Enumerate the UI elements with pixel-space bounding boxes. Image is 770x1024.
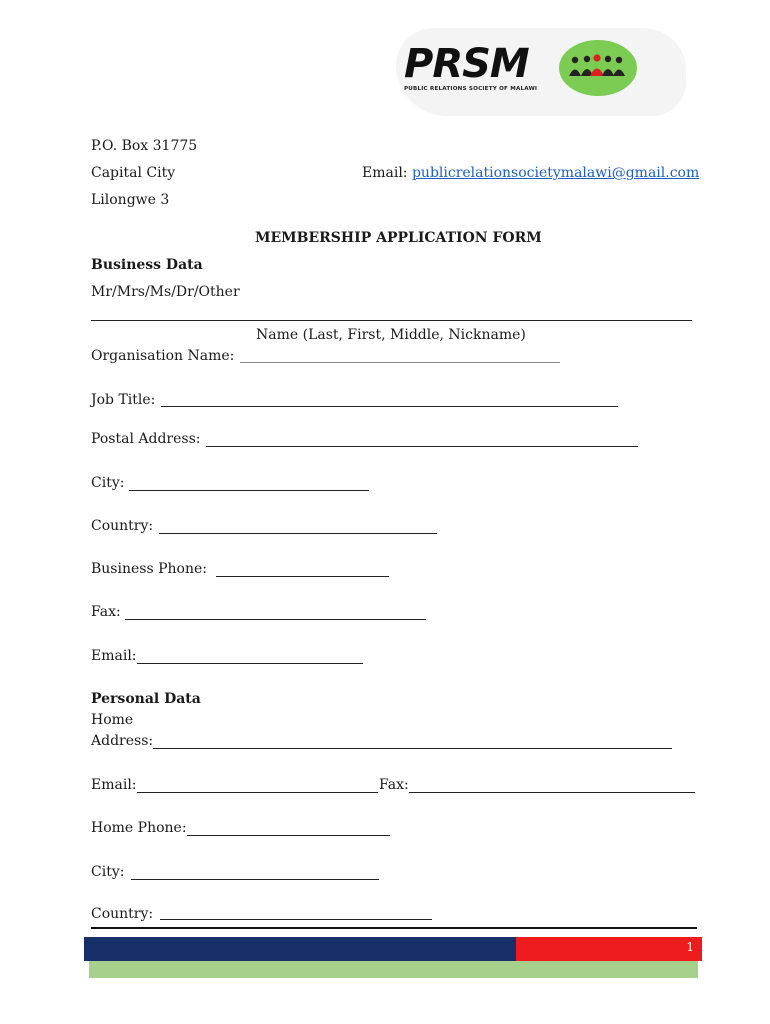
logo-wordmark: PRSM — [404, 41, 529, 87]
footer-red-bar — [516, 937, 702, 961]
home-address-field[interactable] — [153, 748, 672, 749]
business-city-label: City: — [91, 475, 125, 491]
business-phone-label: Business Phone: — [91, 561, 207, 577]
job-title-label: Job Title: — [91, 392, 156, 408]
business-country-label: Country: — [91, 518, 154, 534]
personal-email-label: Email: — [91, 777, 137, 793]
business-fax-field[interactable] — [125, 619, 426, 620]
home-label: Home — [91, 712, 134, 728]
organisation-field[interactable] — [240, 362, 560, 363]
business-country-field[interactable] — [159, 533, 437, 534]
logo-subtitle: PUBLIC RELATIONS SOCIETY OF MALAWI — [404, 86, 538, 92]
contact-email-link[interactable]: publicrelationsocietymalawi@gmail.com — [411, 165, 700, 181]
business-email-field[interactable] — [137, 663, 363, 664]
po-box: P.O. Box 31775 — [91, 138, 198, 154]
job-title-field[interactable] — [161, 406, 618, 407]
personal-country-field[interactable] — [160, 919, 432, 920]
home-phone-label: Home Phone: — [91, 820, 187, 836]
page-number: 1 — [686, 940, 694, 954]
salutation-label: Mr/Mrs/Ms/Dr/Other — [91, 284, 240, 300]
address-region: Lilongwe 3 — [91, 192, 170, 208]
personal-country-label: Country: — [91, 906, 154, 922]
personal-fax-field[interactable] — [409, 792, 695, 793]
home-address-label: Address: — [91, 733, 154, 749]
footer-rule — [91, 927, 697, 929]
home-phone-field[interactable] — [187, 835, 390, 836]
footer-blue-bar — [84, 937, 516, 961]
personal-email-field[interactable] — [137, 792, 378, 793]
postal-address-label: Postal Address: — [91, 431, 201, 447]
postal-address-field[interactable] — [206, 446, 638, 447]
business-heading: Business Data — [91, 257, 203, 273]
name-caption: Name (Last, First, Middle, Nickname) — [256, 327, 526, 343]
contact-email-label: Email: — [362, 165, 408, 181]
personal-city-field[interactable] — [131, 879, 379, 880]
form-title: MEMBERSHIP APPLICATION FORM — [255, 230, 542, 246]
people-icon — [566, 54, 628, 80]
business-fax-label: Fax: — [91, 604, 121, 620]
name-field-line[interactable] — [91, 320, 692, 321]
personal-city-label: City: — [91, 864, 125, 880]
business-phone-field[interactable] — [216, 576, 389, 577]
contact-email — [362, 165, 699, 181]
address-city: Capital City — [91, 165, 176, 181]
business-city-field[interactable] — [129, 490, 369, 491]
footer-green-bar — [89, 961, 698, 978]
personal-fax-label: Fax: — [379, 777, 409, 793]
business-email-label: Email: — [91, 648, 137, 664]
personal-heading: Personal Data — [91, 691, 201, 707]
organisation-label: Organisation Name: — [91, 348, 235, 364]
